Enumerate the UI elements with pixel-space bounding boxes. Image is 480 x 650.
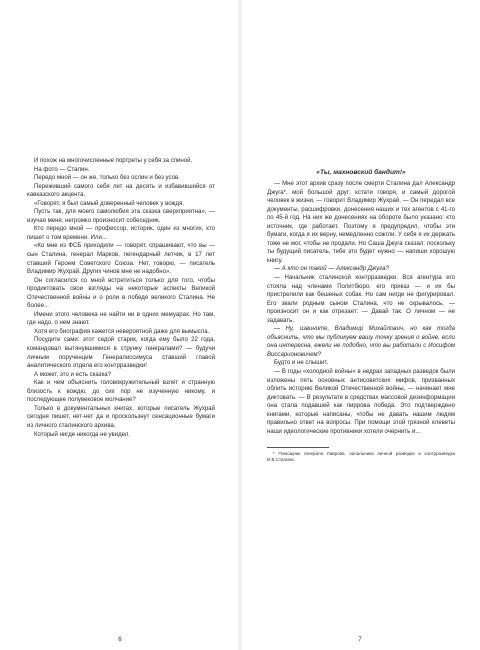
left-paragraph: А может, это и есть сказка? [34, 371, 111, 378]
left-paragraph: Он согласился со мной встретиться только для того, чтобы продиктовать свои взгляды на некоторые аспекты Великой Отечественной войны и о роли в победе великого Сталина. Не более... [27, 277, 215, 310]
right-paragraph: — Мне этот архив сразу после смерти Сталина дал Александр Джуга*, мой большой друг; кстати говоря, и самый дорогой человек в жизни, — говорит Владимир Жухрай. — Он передал все документы, расшифровки, донесения наших и тех агентов с 41-го по 45-й год. На них же донесениях на обороте было указано: кто источник, где работает. Поэтому я предупредил, чтобы эти бумаги, когда я их верну, немедленно сожгли. У себя я их держать тоже не мог, чтобы не продали. Но Саша Джуга сказал: поскольку ты будущий писатель, тебе это будет нужно — напиши хорошую книгу. [267, 181, 455, 264]
left-paragraph: Хотя его биография кажется невероятной даже для вымысла. [34, 328, 210, 335]
left-paragraph: И похож на многочисленные портреты у себя за спиной. [34, 158, 193, 164]
left-paragraph: Который нигде никогда не увидел. [34, 431, 130, 438]
left-paragraph: Имени этого человека не найти ни в одних мемуарах. Но там, где надо, о нем знают. [27, 311, 215, 327]
left-paragraph: Как и чем объяснить головокружительный взлет и странную близость к вождю, до сих пор не изученную никому, и последующее полувековое молчание? [27, 380, 215, 404]
page-number-right: 7 [358, 636, 362, 643]
right-page [240, 0, 480, 650]
right-page-text [267, 168, 455, 463]
right-paragraph: — Начальник сталинской контрразведки. Вся агентура его стояла над членами Политбюро: его приказ — и их бы пристрелили как бешеных собак. Но сам нигде не фигурировал. Его звали родным сыном Сталина, что не скрывалось, — произносит он и как отрезает: — Давай так. О личном — не задавать. [267, 275, 455, 324]
left-paragraph: Передо мной — он же, только без ослин и без усов. [34, 175, 180, 182]
interviewer-question: — А кто он такой — Александр Джуга? [274, 266, 389, 273]
chapter-title: «Ты, махновский бандит!» [316, 169, 406, 176]
left-page-text [27, 157, 215, 439]
right-paragraph: — В годы «холодной войны» в недрах западных разведок были изложены пять основных антисоветских мифов, призванных облить историю Великой Отечественной войны, — начинает мне диктовать. — В результате в средствах массовой дезинформации она стала подавшей как пиррова победа. Это подтверждено книгами, которые написаны, чтобы не давать нашим людям правильно ответ на вопросы. При помощи этой грязной клеветы наши идеологические противники хотели очернить и... [267, 369, 455, 435]
right-page-paragraphs [267, 180, 455, 436]
left-paragraph: Пусть так, для моего самолюбия эта сказка сверхприятна», — изучая меня, негромко произносит собеседник. [27, 209, 215, 224]
left-paragraph: «Говорят, я был самый доверенный человек у вождя. [34, 200, 185, 207]
right-paragraph: Будто и не слышит. [274, 360, 329, 367]
left-paragraph: Переживший самого себя лет на десять и избавившийся от кавказского акцента. [27, 183, 215, 199]
left-paragraph: Кто передо мной — профессор, историк, один из многих, кто пишет о том времени. Или... [27, 226, 215, 241]
left-paragraph: На фото — Сталин. [34, 166, 90, 173]
interviewer-question: — Ну, извините, Владимир Михайлович, но как тогда объяснить, что мы публикуем вашу точку зрения о войне, если она интересна, ежели не подобно, что вы работали с Иосифом Виссарионовичем? [267, 326, 455, 358]
page-number-left: 6 [118, 636, 122, 643]
footnote-divider [267, 447, 329, 448]
left-paragraph: «Ко мне из ФСБ приходили — говорят, спрашивают, что вы — сын Сталина, генерал Марков, легендарный летчик, в 17 лет ставший Героем Советского Союза. Нет, говорю, — писатель Владимир Жухрай. Других чинов мне не надобно». [27, 243, 215, 276]
left-paragraph: Только в документальных книгах, которые писатель Жухрай сегодня пишет, нет-нет да и проскользнут сенсационные бумаги из личного сталинского архива. [27, 405, 215, 429]
footnote: * Помощник генерала Лаврова, начальника личной разведки и контрразведки И.В.Сталина. [267, 451, 455, 463]
left-paragraph: Посудите сами: этот седой старик, когда ему было 22 года, командовал вытянувшимися в струнку генералами? — будучи личным порученцем Генералиссимуса ставший главой аналитического отдела его контрразведки! [27, 337, 215, 370]
